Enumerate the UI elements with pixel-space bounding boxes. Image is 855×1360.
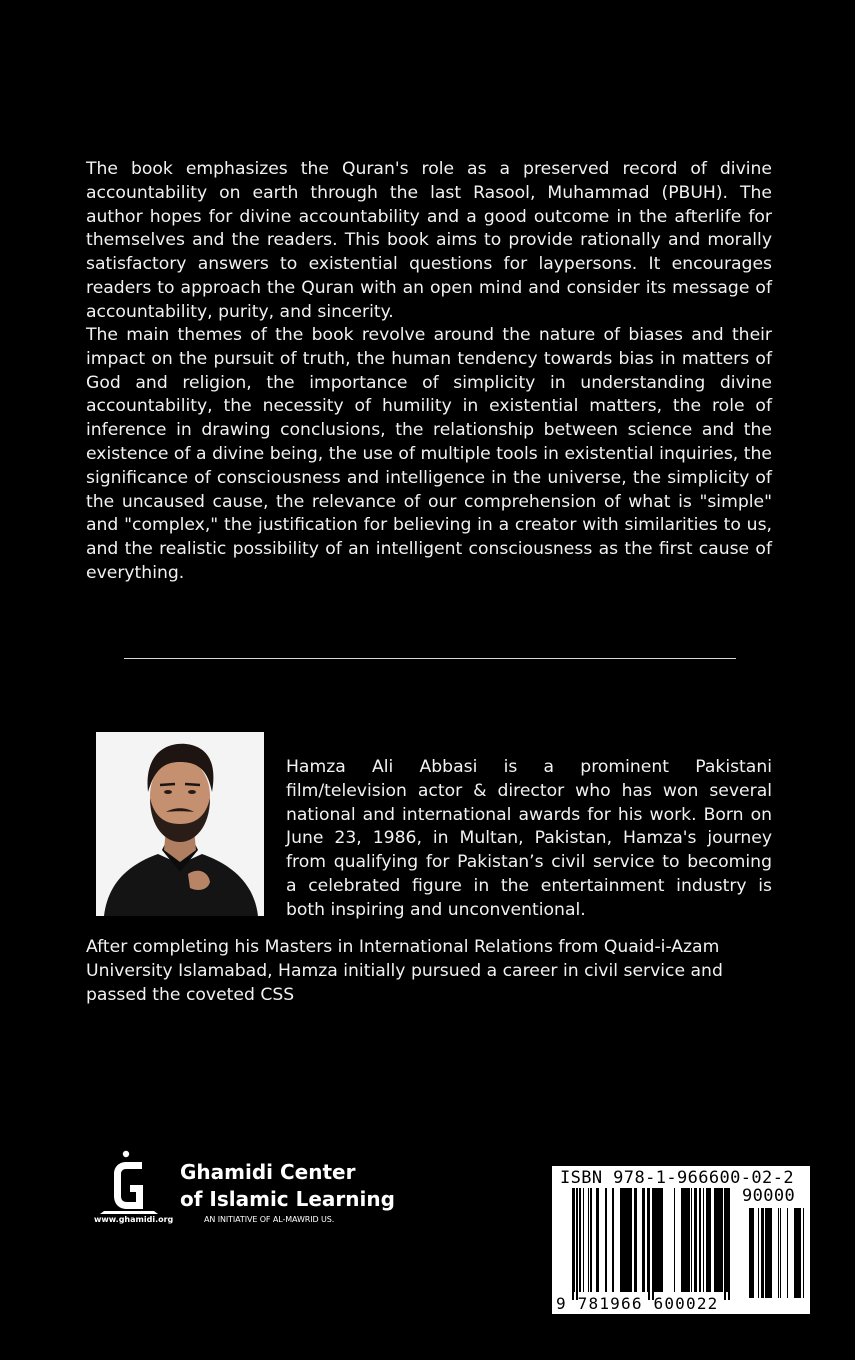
publisher-name-line-1: Ghamidi Center <box>180 1160 356 1184</box>
price-code: 90000 <box>742 1186 796 1206</box>
isbn-barcode <box>552 1166 810 1314</box>
isbn-number: ISBN 978-1-966600-02-2 <box>560 1168 794 1188</box>
ean-digits: 9 781966 600022 <box>556 1294 719 1313</box>
author-bio-paragraph-1: Hamza Ali Abbasi is a prominent Pakistani film/television actor & director who has won several national and international awards for his work. Born on June 23, 1986, in Multan, Pakistan, Hamza's journey from qualifying for Pakistan’s civil service to becoming a celebrated figure in the entertainment industry is both inspiring and unconventional. <box>286 757 772 920</box>
description-paragraph-1: The book emphasizes the Quran's role as a preserved record of divine accountability on earth through the last Rasool, Muhammad (PBUH). The author hopes for divine accountability and a good outcome in the afterlife for themselves and the readers. This book aims to provide rationally and morally satisfactory answers to existential questions for laypersons. It encourages readers to approach the Quran with an open mind and consider its message of accountability, purity, and sincerity. <box>86 159 772 322</box>
author-portrait <box>96 732 264 916</box>
publisher-website: www.ghamidi.org <box>94 1215 174 1224</box>
publisher-name-line-2: of Islamic Learning <box>180 1187 395 1211</box>
author-portrait-illustration <box>96 732 264 916</box>
publisher-tagline: AN INITIATIVE OF AL-MAWRID US. <box>204 1215 335 1224</box>
author-bio-paragraph-2: After completing his Masters in International Relations from Quaid-i-Azam University Islamabad, Hamza initially pursued a career in civil service and passed the coveted CSS <box>86 937 723 1005</box>
section-divider <box>124 658 736 659</box>
description-paragraph-2: The main themes of the book revolve around the nature of biases and their impact on the pursuit of truth, the human tendency towards bias in matters of God and religion, the importance of simplicity in understanding divine accountability, the necessity of humility in existential matters, the role of inference in drawing conclusions, the relationship between science and the existence of a divine being, the use of multiple tools in existential inquiries, the significance of consciousness and intelligence in the universe, the simplicity of the uncaused cause, the relevance of our comprehension of what is "simple" and "complex," the justification for believing in a creator with similarities to us, and the realistic possibility of an intelligent consciousness as the first cause of everything. <box>86 325 772 583</box>
publisher-logo <box>92 1148 395 1232</box>
